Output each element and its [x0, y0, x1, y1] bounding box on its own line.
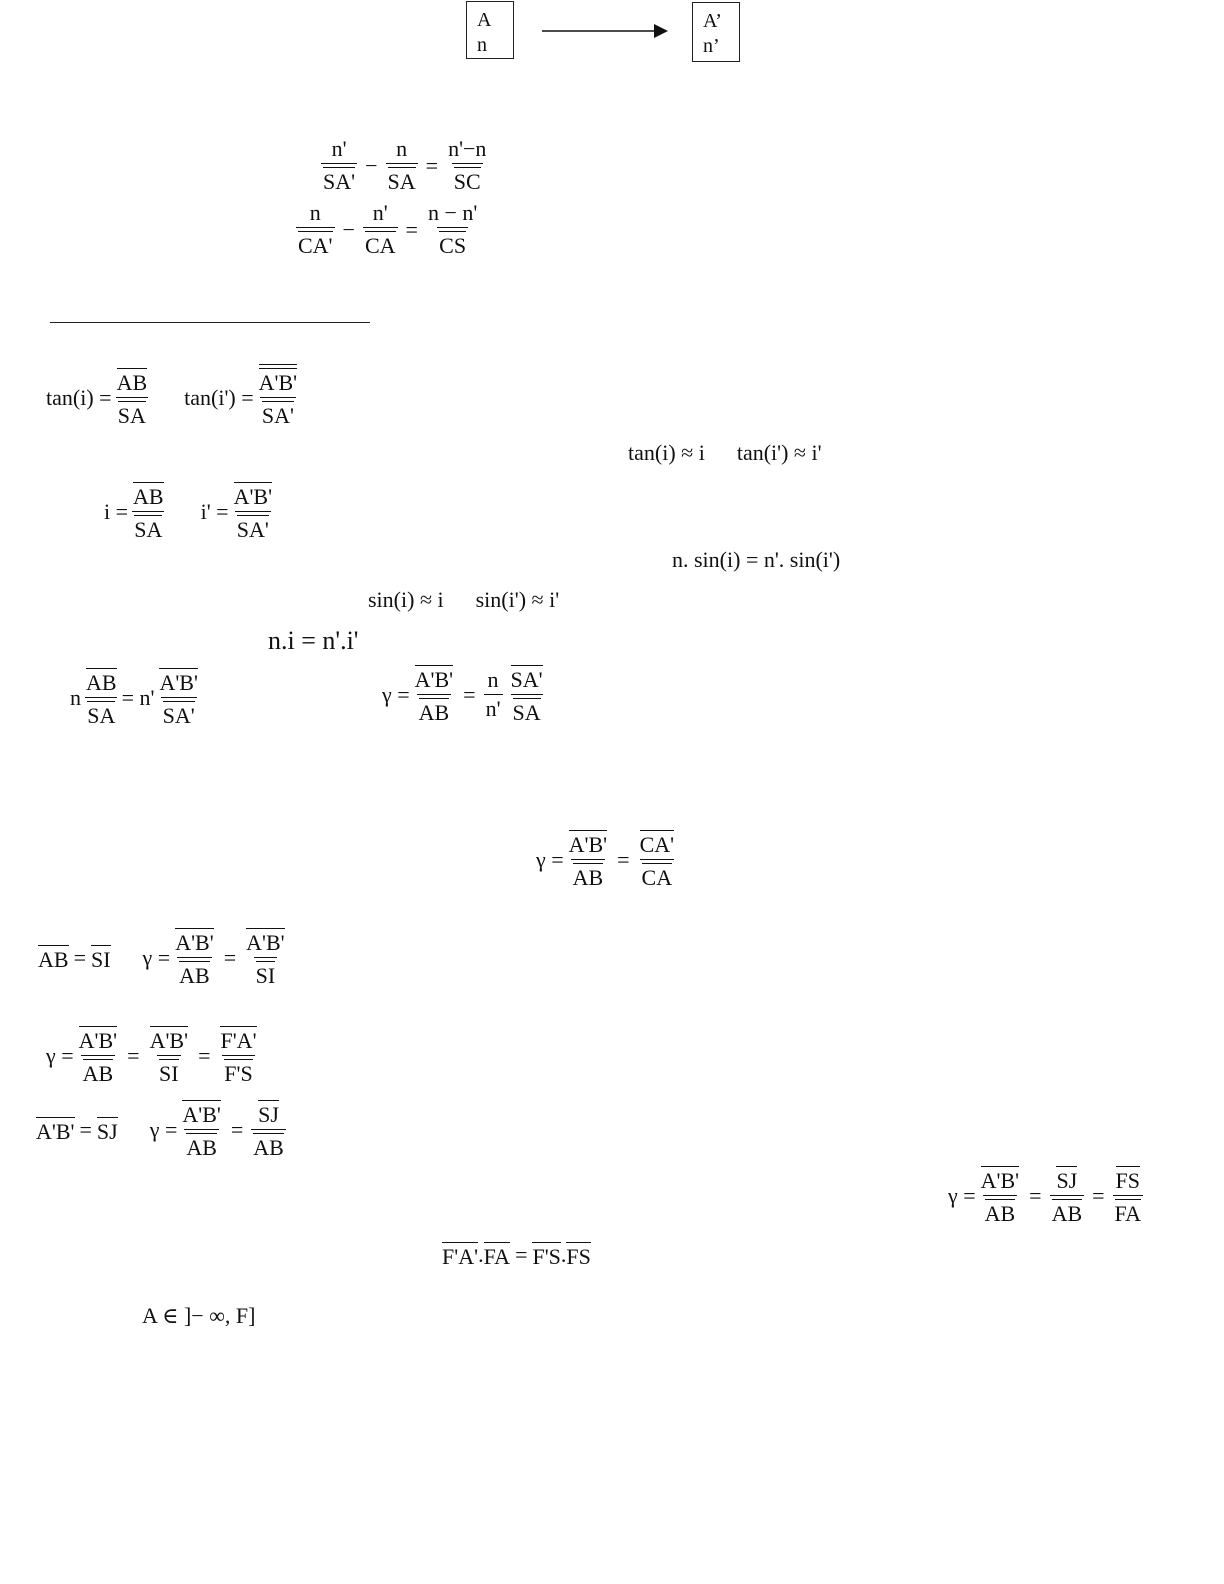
segment: A'B' — [149, 1028, 189, 1053]
segment: SI — [255, 963, 276, 988]
segment: SA — [134, 517, 163, 542]
segment: A'B' — [78, 1028, 118, 1053]
equation-apbp-sj — [36, 1100, 289, 1159]
segment: FA — [483, 1244, 511, 1269]
segment: A'B' — [258, 370, 298, 395]
operator: = — [223, 944, 237, 970]
segment: A'B' — [159, 670, 198, 695]
dot: . — [478, 1242, 484, 1267]
segment: SA — [512, 700, 541, 725]
gamma-label: γ = — [46, 1042, 74, 1068]
operator: − — [365, 152, 378, 178]
medium-box-image — [692, 2, 740, 62]
ni-text: n.i = n'.i' — [268, 626, 359, 655]
segment: CA — [364, 233, 396, 258]
segment: AB — [1051, 1201, 1083, 1226]
numerator: n − n' — [427, 200, 478, 225]
segment: CS — [439, 233, 467, 258]
equation-ab-si — [38, 928, 290, 987]
segment: CA — [641, 865, 673, 890]
operator: = — [425, 152, 439, 178]
horizontal-rule — [50, 322, 370, 323]
segment: SA — [87, 703, 116, 728]
segment: AB — [133, 484, 164, 509]
segment: AB — [82, 1061, 114, 1086]
segment: SA — [387, 169, 416, 194]
gamma-label: γ = — [536, 846, 564, 872]
segment: A'B' — [175, 930, 214, 955]
operator: = — [1029, 1182, 1042, 1208]
medium-box-object — [466, 1, 514, 59]
segment: SC — [453, 169, 481, 194]
approx-sin — [368, 589, 559, 611]
n-prime-label: = n' — [121, 684, 155, 710]
n-label: n — [70, 684, 81, 710]
segment: SA' — [510, 667, 543, 692]
gamma-label: γ = — [948, 1182, 976, 1208]
segment: SA — [117, 403, 146, 428]
interval-text: A ∈ ]− ∞, F] — [142, 1303, 256, 1328]
operator: − — [342, 216, 355, 242]
right-arrow-icon — [540, 20, 670, 42]
box-label-n: n — [477, 34, 487, 56]
i-label: i = — [104, 498, 129, 524]
gamma-label: γ = — [149, 1116, 178, 1142]
equation-n-ab — [70, 668, 203, 727]
segment: FA — [1114, 1201, 1142, 1226]
segment: AB — [86, 670, 117, 695]
operator: = — [198, 1042, 211, 1068]
snell-law-text: n. sin(i) = n'. sin(i') — [672, 547, 841, 572]
segment: SI — [90, 946, 111, 972]
approx-tan-i: tan(i) ≈ i — [628, 440, 705, 465]
segment: AB — [418, 700, 450, 725]
operator: = — [617, 846, 630, 872]
segment: F'S — [532, 1244, 561, 1269]
equation-interval — [142, 1305, 255, 1327]
numerator: n — [309, 200, 321, 225]
numerator: n' — [331, 136, 347, 161]
segment: F'A' — [442, 1244, 479, 1269]
tan-i-label: tan(i) = — [46, 384, 112, 410]
denominator: n' — [485, 696, 501, 721]
segment: SA' — [236, 517, 269, 542]
tan-i-prime-label: tan(i') = — [184, 384, 254, 410]
segment: AB — [984, 1201, 1016, 1226]
segment: SA' — [162, 703, 195, 728]
operator: = — [463, 681, 476, 707]
segment: A'B' — [414, 667, 454, 692]
box-label-n-prime: n’ — [703, 35, 720, 57]
operator: = — [1092, 1182, 1105, 1208]
segment: F'S — [224, 1061, 253, 1086]
segment: A'B' — [980, 1168, 1020, 1193]
box-label-a-prime: A’ — [703, 10, 722, 32]
segment: CA' — [298, 233, 333, 258]
equation-gamma-n — [382, 665, 548, 724]
equation-gamma-c — [536, 830, 679, 889]
approx-tan — [628, 442, 822, 464]
equation-tan — [46, 368, 302, 427]
equation-newton — [442, 1242, 591, 1268]
approx-sin-i-prime: sin(i') ≈ i' — [475, 587, 560, 612]
segment: AB — [38, 946, 69, 972]
segment: AB — [179, 963, 210, 988]
segment: CA' — [639, 832, 675, 857]
segment: FS — [1115, 1168, 1141, 1193]
segment: SI — [159, 1061, 179, 1086]
dot: . — [560, 1242, 567, 1267]
i-prime-label: i' = — [200, 498, 229, 524]
operator: = — [127, 1042, 140, 1068]
box-label-a: A — [477, 9, 492, 31]
segment: A'B' — [36, 1118, 75, 1144]
gamma-label: γ = — [142, 944, 171, 970]
equation-conjugation-c — [293, 202, 482, 257]
segment: FS — [566, 1244, 591, 1269]
segment: SJ — [258, 1102, 279, 1127]
operator: = — [405, 216, 418, 242]
segment: SA' — [261, 403, 294, 428]
segment: AB — [116, 370, 148, 395]
equation-conjugation-s — [318, 138, 491, 193]
segment: A'B' — [233, 484, 273, 509]
segment: A'B' — [182, 1102, 221, 1127]
numerator: n'−n — [448, 136, 487, 161]
segment: A'B' — [246, 930, 285, 955]
approx-tan-i-prime: tan(i') ≈ i' — [736, 440, 822, 465]
operator: = — [515, 1242, 528, 1267]
operator: = — [73, 944, 86, 970]
equation-angles — [104, 482, 277, 541]
equation-gamma-f — [948, 1166, 1146, 1225]
gamma-label: γ = — [382, 681, 410, 707]
operator: = — [79, 1116, 92, 1142]
operator: = — [230, 1116, 244, 1142]
segment: AB — [253, 1135, 284, 1160]
numerator: n — [487, 667, 499, 692]
segment: SJ — [1056, 1168, 1078, 1193]
segment: F'A' — [220, 1028, 257, 1053]
segment: AB — [186, 1135, 217, 1160]
equation-ni — [268, 628, 358, 654]
numerator: n — [396, 136, 408, 161]
segment: SA' — [323, 169, 356, 194]
segment: AB — [572, 865, 604, 890]
segment: A'B' — [568, 832, 608, 857]
equation-gamma-f-prime — [46, 1026, 262, 1085]
numerator: n' — [372, 200, 388, 225]
approx-sin-i: sin(i) ≈ i — [368, 587, 444, 612]
snell-law — [672, 549, 840, 571]
segment: SJ — [96, 1118, 118, 1144]
